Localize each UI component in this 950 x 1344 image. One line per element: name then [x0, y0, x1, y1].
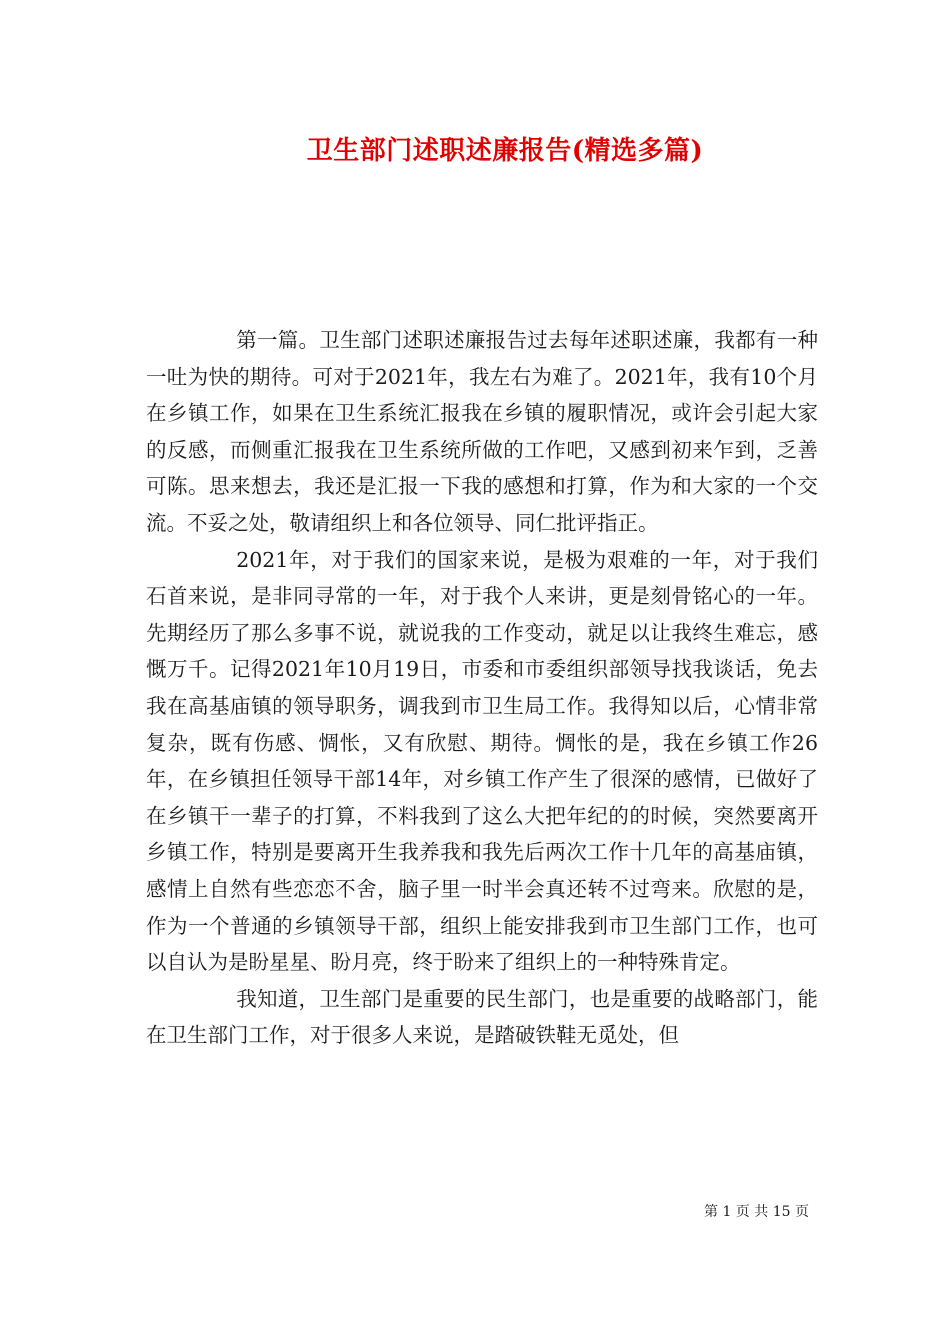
- paragraph-2: 2021年，对于我们的国家来说，是极为艰难的一年，对于我们石首来说，是非同寻常的一年，对于我个人来讲，更是刻骨铭心的一年。先期经历了那么多事不说，就说我的工作变动，就足以让我终生难忘，感慨万千。记得2021年10月19日，市委和市委组织部领导找我谈话，免去我在高基庙镇的领导职务，调我到市卫生局工作。我得知以后，心情非常复杂，既有伤感、惆怅，又有欣慰、期待。惆怅的是，我在乡镇工作26年，在乡镇担任领导干部14年，对乡镇工作产生了很深的感情，已做好了在乡镇干一辈子的打算，不料我到了这么大把年纪的的时候，突然要离开乡镇工作，特别是要离开生我养我和我先后两次工作十几年的高基庙镇，感情上自然有些恋恋不舍，脑子里一时半会真还转不过弯来。欣慰的是，作为一个普通的乡镇领导干部，组织上能安排我到市卫生部门工作，也可以自认为是盼星星、盼月亮，终于盼来了组织上的一种特殊肯定。: [146, 547, 818, 975]
- paragraph-3: 我知道，卫生部门是重要的民生部门，也是重要的战略部门，能在卫生部门工作，对于很多人来说，是踏破铁鞋无觅处，但: [146, 986, 818, 1048]
- document-title: 卫生部门述职述廉报告(精选多篇): [306, 136, 704, 166]
- paragraph-1: 第一篇。卫生部门述职述廉报告过去每年述职述廉，我都有一种一吐为快的期待。可对于2021年，我左右为难了。2021年，我有10个月在乡镇工作，如果在卫生系统汇报我在乡镇的履职情况，或许会引起大家的反感，而侧重汇报我在卫生系统所做的工作吧，又感到初来乍到，乏善可陈。思来想去，我还是汇报一下我的感想和打算，作为和大家的一个交流。不妥之处，敬请组织上和各位领导、同仁批评指正。: [146, 328, 818, 535]
- page-number: 第 1 页 共 15 页: [704, 1204, 809, 1220]
- document-body: [146, 322, 818, 1054]
